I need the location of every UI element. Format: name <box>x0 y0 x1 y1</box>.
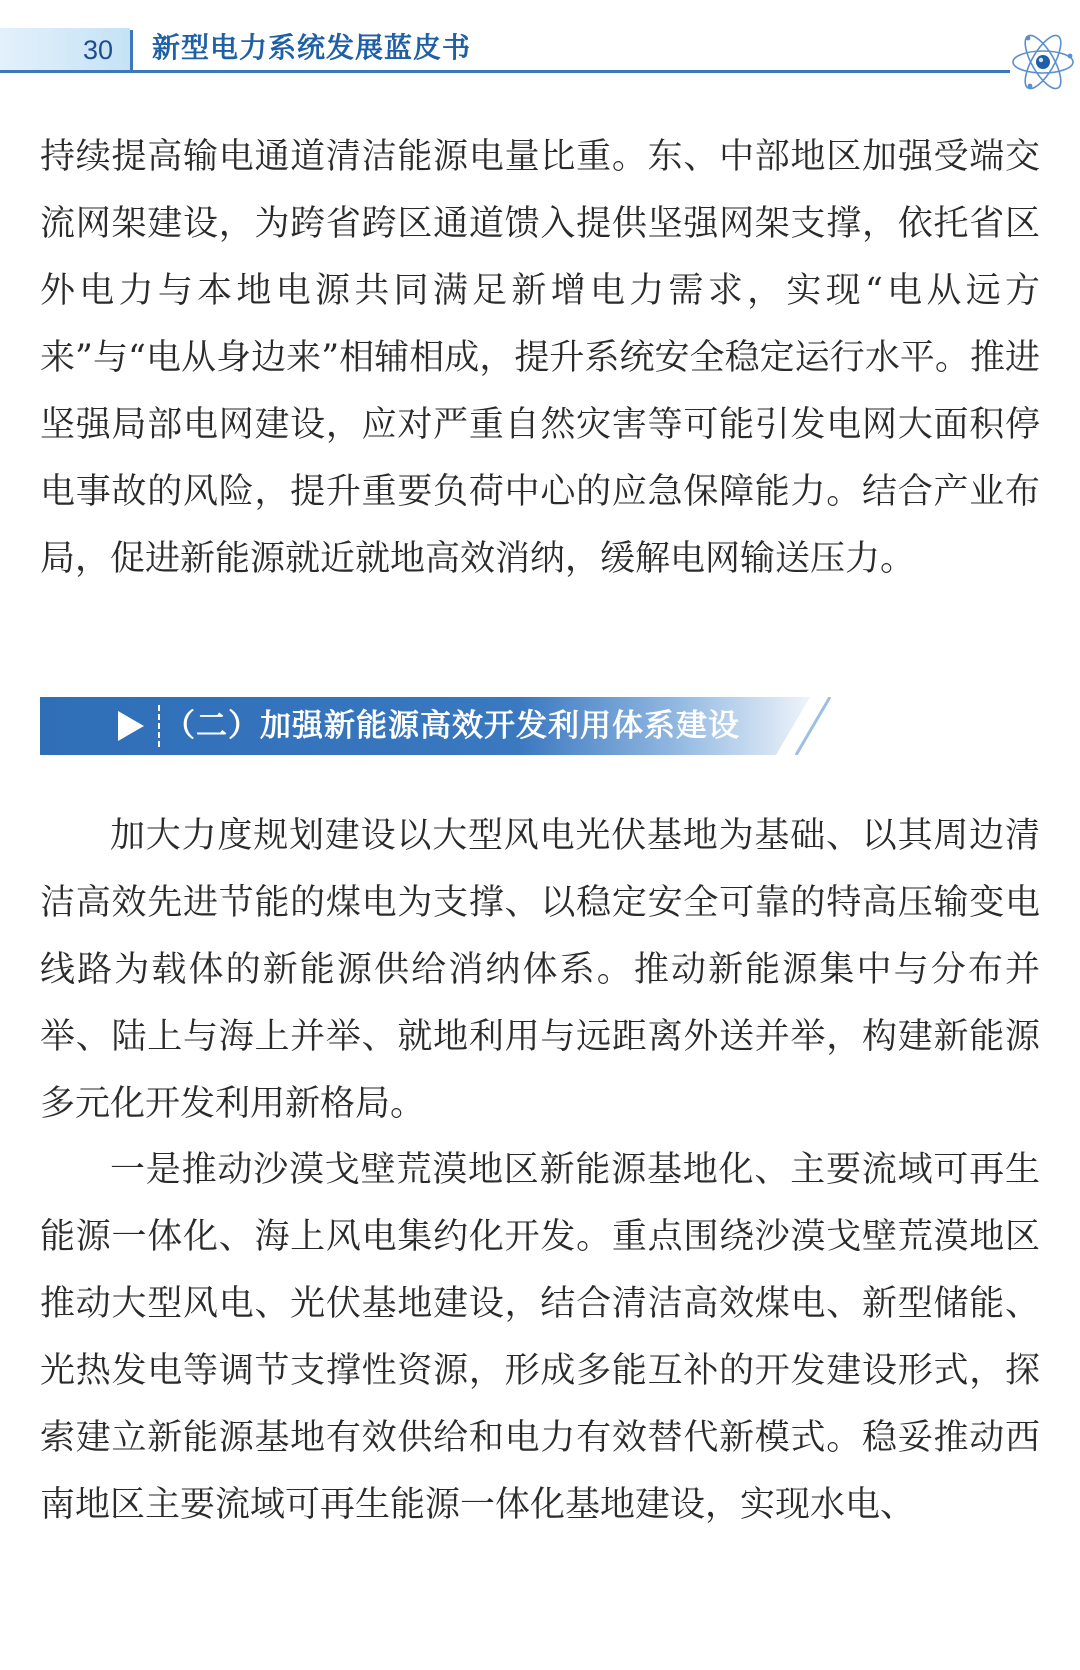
paragraph-text: 一是推动沙漠戈壁荒漠地区新能源基地化、主要流域可再生能源一体化、海上风电集约化开发。重点围绕沙漠戈壁荒漠地区推动大型风电、光伏基地建设，结合清洁高效煤电、新型储能、光热发电等调节支撑性资源，形成多能互补的开发建设形式，探索建立新能源基地有效供给和电力有效替代新模式。稳妥推动西南地区主要流域可再生能源一体化基地建设，实现水电、 <box>40 1150 1040 1525</box>
header-rule <box>0 70 1010 73</box>
page-number: 30 <box>82 35 114 65</box>
body-paragraph-1 <box>40 124 1040 593</box>
book-title: 新型电力系统发展蓝皮书 <box>152 31 472 64</box>
header-divider <box>130 30 133 72</box>
play-arrow-icon <box>116 710 146 742</box>
section-heading-banner <box>40 697 880 755</box>
heading-dashed-divider <box>158 705 160 747</box>
page-header <box>0 0 1080 90</box>
paragraph-text: 持续提高输电通道清洁能源电量比重。东、中部地区加强受端交流网架建设，为跨省跨区通道馈入提供坚强网架支撑，依托省区外电力与本地电源共同满足新增电力需求，实现“电从远方来”与“电从身边来”相辅相成，提升系统安全稳定运行水平。推进坚强局部电网建设，应对严重自然灾害等可能引发电网大面积停电事故的风险，提升重要负荷中心的应急保障能力。结合产业布局，促进新能源就近就地高效消纳，缓解电网输送压力。 <box>40 137 1040 579</box>
atom-icon <box>1008 26 1078 96</box>
section-heading-title: （二）加强新能源高效开发利用体系建设 <box>164 708 740 744</box>
body-paragraph-2 <box>40 803 1040 1138</box>
paragraph-text: 加大力度规划建设以大型风电光伏基地为基础、以其周边清洁高效先进节能的煤电为支撑、以稳定安全可靠的特高压输变电线路为载体的新能源供给消纳体系。推动新能源集中与分布并举、陆上与海上并举、就地利用与远距离外送并举，构建新能源多元化开发利用新格局。 <box>40 816 1040 1124</box>
body-paragraph-3 <box>40 1137 1040 1539</box>
